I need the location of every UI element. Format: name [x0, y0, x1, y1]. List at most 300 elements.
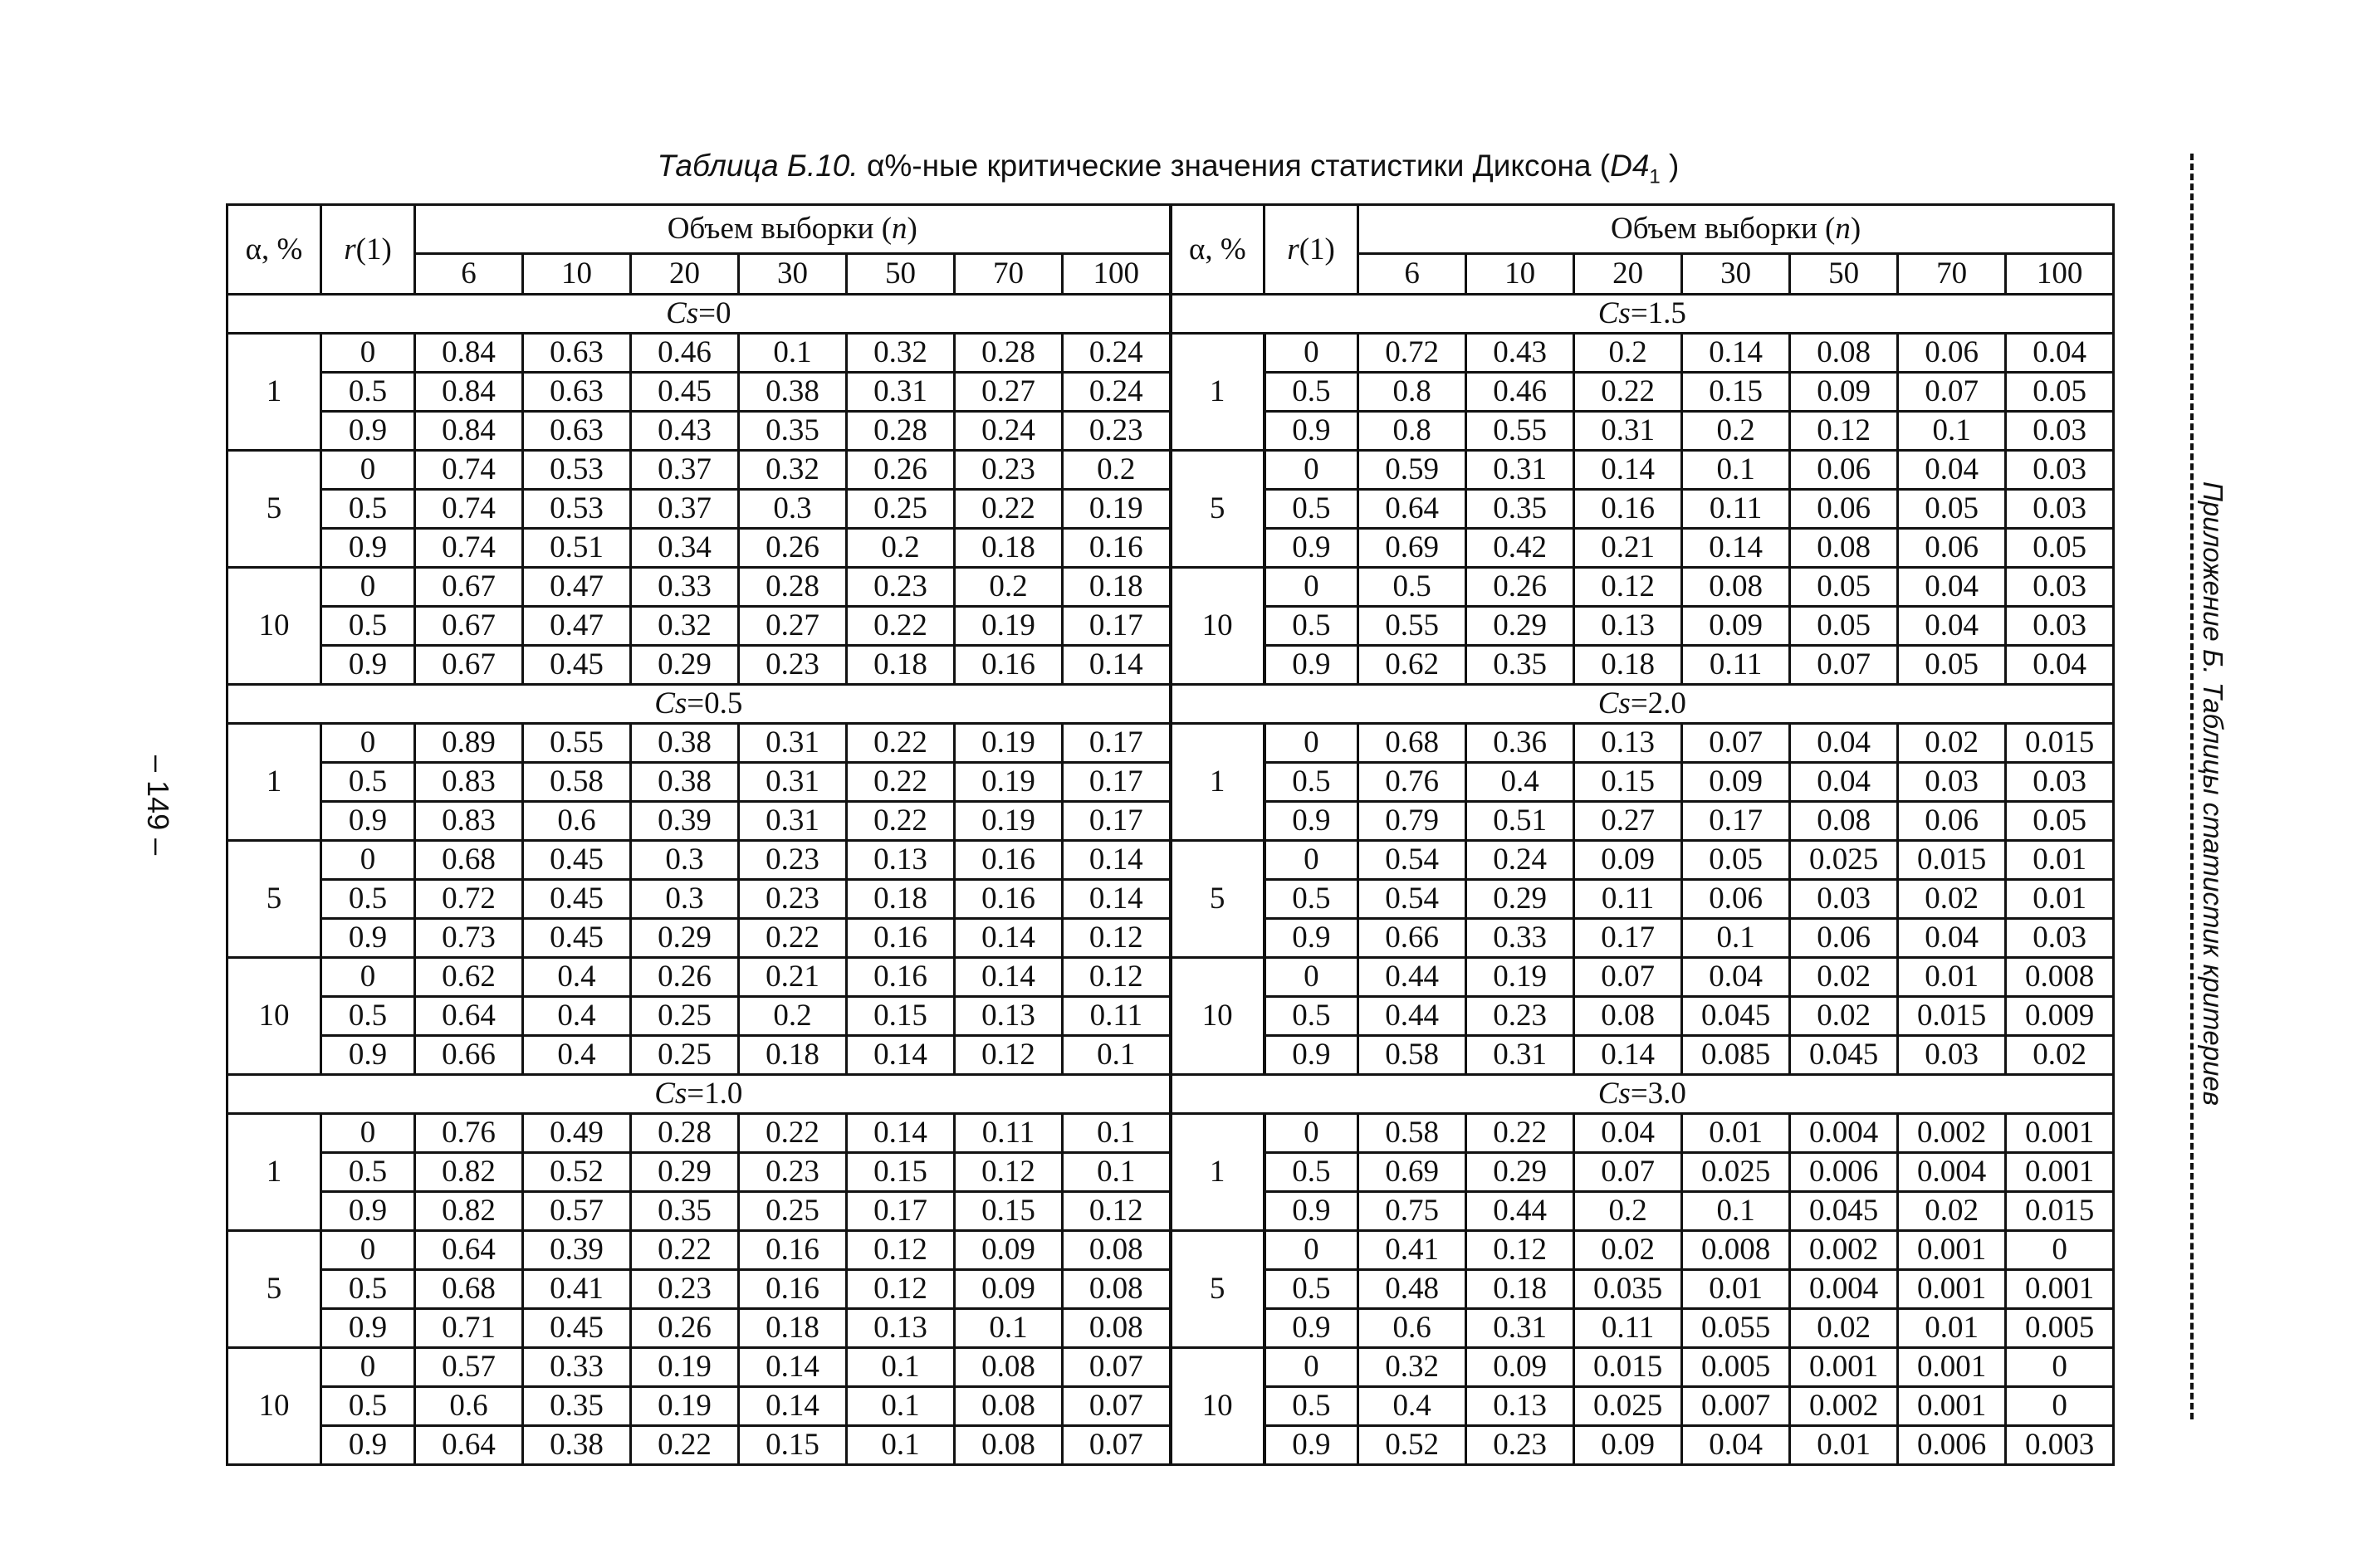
value-cell: 0.06 — [1898, 529, 2006, 568]
value-cell: 0.03 — [1898, 1036, 2006, 1075]
value-cell: 0.12 — [1574, 568, 1682, 607]
value-cell: 0.51 — [1466, 802, 1574, 841]
value-cell: 0.3 — [739, 490, 847, 529]
value-cell: 0.39 — [523, 1231, 631, 1270]
value-cell: 0.31 — [739, 763, 847, 802]
value-cell: 0.09 — [955, 1270, 1063, 1309]
value-cell: 0.045 — [1682, 997, 1790, 1036]
value-cell: 0.06 — [1790, 451, 1898, 490]
value-cell: 0.005 — [2006, 1309, 2114, 1348]
value-cell: 0.12 — [847, 1270, 955, 1309]
value-cell: 0.16 — [739, 1231, 847, 1270]
value-cell: 0.17 — [1063, 802, 1171, 841]
value-cell: 0.68 — [1358, 724, 1466, 763]
value-cell: 0.002 — [1898, 1114, 2006, 1153]
alpha-cell: 1 — [227, 724, 321, 841]
value-cell: 0.52 — [523, 1153, 631, 1192]
value-cell: 0.26 — [1466, 568, 1574, 607]
value-cell: 0.14 — [847, 1036, 955, 1075]
caption-lead: Таблица Б.10. — [657, 149, 859, 183]
alpha-cell: 5 — [227, 451, 321, 568]
value-cell: 0.62 — [1358, 646, 1466, 685]
sample-size-header: 50 — [1790, 254, 1898, 295]
value-cell: 0.33 — [1466, 919, 1574, 958]
value-cell: 0.004 — [1790, 1270, 1898, 1309]
dixon-critical-values-table — [226, 203, 2115, 1466]
value-cell: 0.82 — [415, 1153, 523, 1192]
value-cell: 0.48 — [1358, 1270, 1466, 1309]
value-cell: 0.008 — [1682, 1231, 1790, 1270]
value-cell: 0.03 — [1898, 763, 2006, 802]
alpha-header: α, % — [227, 205, 321, 295]
value-cell: 0.29 — [1466, 1153, 1574, 1192]
alpha-cell: 1 — [1171, 724, 1265, 841]
value-cell: 0.09 — [1682, 763, 1790, 802]
table-row — [227, 763, 2114, 802]
value-cell: 0.16 — [1574, 490, 1682, 529]
cs-label — [1171, 295, 2114, 334]
value-cell: 0.66 — [415, 1036, 523, 1075]
value-cell: 0.33 — [631, 568, 739, 607]
sample-size-header: 10 — [523, 254, 631, 295]
value-cell: 0.45 — [523, 646, 631, 685]
r1-cell: 0 — [1265, 1231, 1358, 1270]
value-cell: 0.06 — [1790, 490, 1898, 529]
value-cell: 0.15 — [1574, 763, 1682, 802]
value-cell: 0.1 — [1682, 451, 1790, 490]
value-cell: 0.15 — [1682, 373, 1790, 412]
value-cell: 0.12 — [1466, 1231, 1574, 1270]
value-cell: 0.37 — [631, 490, 739, 529]
r1-cell: 0.9 — [321, 1192, 415, 1231]
value-cell: 0.03 — [2006, 763, 2114, 802]
value-cell: 0.17 — [1063, 763, 1171, 802]
value-cell: 0.27 — [739, 607, 847, 646]
r1-cell: 0.5 — [1265, 880, 1358, 919]
value-cell: 0.055 — [1682, 1309, 1790, 1348]
value-cell: 0.31 — [1466, 451, 1574, 490]
value-cell: 0.37 — [631, 451, 739, 490]
table-row — [227, 1387, 2114, 1426]
caption-subscript: 1 — [1649, 165, 1661, 188]
value-cell: 0.015 — [2006, 1192, 2114, 1231]
value-cell: 0.19 — [955, 607, 1063, 646]
page-number: – 149 – — [141, 755, 175, 856]
table-row — [227, 1270, 2114, 1309]
value-cell: 0.02 — [1790, 1309, 1898, 1348]
value-cell: 0.08 — [1063, 1309, 1171, 1348]
sample-volume-close: ) — [907, 212, 917, 246]
value-cell: 0.15 — [739, 1426, 847, 1465]
value-cell: 0.001 — [1898, 1348, 2006, 1387]
value-cell: 0.63 — [523, 373, 631, 412]
value-cell: 0.24 — [955, 412, 1063, 451]
table-row — [227, 802, 2114, 841]
cs-value: =1.0 — [687, 1077, 743, 1111]
value-cell: 0.045 — [1790, 1036, 1898, 1075]
r1-cell: 0.5 — [321, 763, 415, 802]
value-cell: 0.25 — [847, 490, 955, 529]
value-cell: 0.12 — [847, 1231, 955, 1270]
value-cell: 0.2 — [1682, 412, 1790, 451]
value-cell: 0.76 — [415, 1114, 523, 1153]
value-cell: 0.31 — [1466, 1036, 1574, 1075]
value-cell: 0.05 — [1898, 490, 2006, 529]
value-cell: 0.22 — [847, 724, 955, 763]
caption-close: ) — [1660, 149, 1680, 183]
r1-cell: 0 — [1265, 724, 1358, 763]
value-cell: 0.74 — [415, 451, 523, 490]
value-cell: 0.35 — [739, 412, 847, 451]
value-cell: 0.18 — [1063, 568, 1171, 607]
r1-cell: 0.9 — [1265, 919, 1358, 958]
value-cell: 0.31 — [739, 724, 847, 763]
value-cell: 0.39 — [631, 802, 739, 841]
value-cell: 0.18 — [1574, 646, 1682, 685]
value-cell: 0.16 — [739, 1270, 847, 1309]
value-cell: 0.03 — [1790, 880, 1898, 919]
value-cell: 0.55 — [523, 724, 631, 763]
value-cell: 0.03 — [2006, 568, 2114, 607]
value-cell: 0.15 — [955, 1192, 1063, 1231]
value-cell: 0.32 — [847, 334, 955, 373]
value-cell: 0.05 — [2006, 529, 2114, 568]
value-cell: 0.6 — [415, 1387, 523, 1426]
r1-cell: 0.5 — [321, 490, 415, 529]
value-cell: 0.007 — [1682, 1387, 1790, 1426]
value-cell: 0.04 — [1790, 724, 1898, 763]
value-cell: 0.24 — [1063, 373, 1171, 412]
sample-size-header: 6 — [1358, 254, 1466, 295]
value-cell: 0.22 — [631, 1231, 739, 1270]
value-cell: 0.43 — [631, 412, 739, 451]
r1-cell: 0.9 — [321, 1426, 415, 1465]
sample-size-header: 10 — [1466, 254, 1574, 295]
value-cell: 0.21 — [739, 958, 847, 997]
value-cell: 0.25 — [631, 1036, 739, 1075]
cs-symbol: Cs — [1597, 686, 1631, 720]
value-cell: 0.09 — [1790, 373, 1898, 412]
value-cell: 0.15 — [847, 997, 955, 1036]
value-cell: 0.07 — [1063, 1348, 1171, 1387]
value-cell: 0.001 — [1898, 1231, 2006, 1270]
value-cell: 0.23 — [739, 646, 847, 685]
alpha-cell: 5 — [1171, 451, 1265, 568]
value-cell: 0.09 — [1574, 1426, 1682, 1465]
value-cell: 0.6 — [523, 802, 631, 841]
value-cell: 0.14 — [955, 919, 1063, 958]
value-cell: 0.01 — [1898, 958, 2006, 997]
r1-header — [1265, 205, 1358, 295]
value-cell: 0.025 — [1682, 1153, 1790, 1192]
value-cell: 0.35 — [1466, 490, 1574, 529]
value-cell: 0.26 — [847, 451, 955, 490]
value-cell: 0.3 — [631, 841, 739, 880]
value-cell: 0.14 — [1063, 880, 1171, 919]
value-cell: 0.14 — [1574, 1036, 1682, 1075]
r1-header-var: r — [1287, 232, 1299, 266]
value-cell: 0.64 — [1358, 490, 1466, 529]
value-cell: 0.84 — [415, 334, 523, 373]
value-cell: 0.22 — [847, 763, 955, 802]
r1-cell: 0.5 — [321, 373, 415, 412]
value-cell: 0.76 — [1358, 763, 1466, 802]
alpha-cell: 1 — [1171, 1114, 1265, 1231]
r1-cell: 0.9 — [1265, 1192, 1358, 1231]
value-cell: 0.02 — [1790, 997, 1898, 1036]
r1-cell: 0 — [321, 451, 415, 490]
r1-cell: 0.9 — [321, 529, 415, 568]
value-cell: 0.69 — [1358, 1153, 1466, 1192]
alpha-cell: 1 — [227, 1114, 321, 1231]
value-cell: 0.04 — [1898, 568, 2006, 607]
value-cell: 0.31 — [1574, 412, 1682, 451]
value-cell: 0.008 — [2006, 958, 2114, 997]
margin-dashed-rule — [2190, 154, 2194, 1419]
sample-size-row — [227, 254, 2114, 295]
value-cell: 0.19 — [955, 802, 1063, 841]
sample-volume-close: ) — [1850, 212, 1861, 246]
value-cell: 0.09 — [1466, 1348, 1574, 1387]
value-cell: 0.45 — [523, 919, 631, 958]
value-cell: 0.46 — [631, 334, 739, 373]
value-cell: 0.19 — [955, 763, 1063, 802]
table-row — [227, 412, 2114, 451]
alpha-cell: 10 — [227, 1348, 321, 1465]
value-cell: 0.63 — [523, 334, 631, 373]
value-cell: 0.14 — [847, 1114, 955, 1153]
value-cell: 0.44 — [1466, 1192, 1574, 1231]
value-cell: 0.18 — [955, 529, 1063, 568]
value-cell: 0.11 — [1574, 1309, 1682, 1348]
value-cell: 0.04 — [1574, 1114, 1682, 1153]
header-row — [227, 205, 2114, 254]
value-cell: 0.29 — [631, 1153, 739, 1192]
cs-symbol: Cs — [1597, 1077, 1631, 1111]
value-cell: 0.23 — [1466, 997, 1574, 1036]
value-cell: 0.44 — [1358, 958, 1466, 997]
value-cell: 0.22 — [847, 802, 955, 841]
r1-cell: 0 — [1265, 841, 1358, 880]
value-cell: 0.75 — [1358, 1192, 1466, 1231]
r1-cell: 0.5 — [1265, 1387, 1358, 1426]
value-cell: 0.54 — [1358, 880, 1466, 919]
value-cell: 0.74 — [415, 529, 523, 568]
value-cell: 0.29 — [631, 919, 739, 958]
value-cell: 0.18 — [1466, 1270, 1574, 1309]
cs-value: =3.0 — [1630, 1077, 1686, 1111]
value-cell: 0.4 — [523, 997, 631, 1036]
table-row — [227, 334, 2114, 373]
r1-cell: 0.9 — [1265, 1426, 1358, 1465]
value-cell: 0.41 — [523, 1270, 631, 1309]
value-cell: 0.004 — [1790, 1114, 1898, 1153]
value-cell: 0.04 — [1898, 919, 2006, 958]
value-cell: 0.38 — [739, 373, 847, 412]
r1-cell: 0 — [1265, 1348, 1358, 1387]
value-cell: 0.06 — [1898, 334, 2006, 373]
value-cell: 0.64 — [415, 997, 523, 1036]
value-cell: 0.29 — [1466, 607, 1574, 646]
value-cell: 0.63 — [523, 412, 631, 451]
running-side-title: Приложение Б. Таблицы статистик критериев — [2198, 481, 2228, 1106]
value-cell: 0.03 — [2006, 451, 2114, 490]
r1-cell: 0.5 — [1265, 373, 1358, 412]
value-cell: 0.11 — [1682, 490, 1790, 529]
value-cell: 0.38 — [631, 724, 739, 763]
value-cell: 0 — [2006, 1387, 2114, 1426]
table-row — [227, 1153, 2114, 1192]
value-cell: 0.006 — [1790, 1153, 1898, 1192]
value-cell: 0.003 — [2006, 1426, 2114, 1465]
value-cell: 0.17 — [1063, 724, 1171, 763]
value-cell: 0.69 — [1358, 529, 1466, 568]
r1-cell: 0.5 — [1265, 997, 1358, 1036]
value-cell: 0.26 — [739, 529, 847, 568]
value-cell: 0.009 — [2006, 997, 2114, 1036]
value-cell: 0.002 — [1790, 1231, 1898, 1270]
r1-cell: 0.5 — [1265, 490, 1358, 529]
value-cell: 0.13 — [1466, 1387, 1574, 1426]
cs-value: =0 — [698, 296, 731, 330]
value-cell: 0.06 — [1790, 919, 1898, 958]
value-cell: 0.17 — [847, 1192, 955, 1231]
value-cell: 0.44 — [1358, 997, 1466, 1036]
r1-cell: 0.5 — [1265, 607, 1358, 646]
table-row — [227, 490, 2114, 529]
r1-cell: 0 — [321, 841, 415, 880]
value-cell: 0.79 — [1358, 802, 1466, 841]
cs-label — [1171, 1075, 2114, 1114]
value-cell: 0.21 — [1574, 529, 1682, 568]
value-cell: 0.28 — [847, 412, 955, 451]
value-cell: 0.24 — [1466, 841, 1574, 880]
value-cell: 0.14 — [955, 958, 1063, 997]
value-cell: 0.19 — [955, 724, 1063, 763]
cs-symbol: Cs — [654, 686, 687, 720]
value-cell: 0.025 — [1790, 841, 1898, 880]
value-cell: 0.05 — [2006, 802, 2114, 841]
table-caption — [226, 141, 2111, 191]
table-row — [227, 1036, 2114, 1075]
value-cell: 0.1 — [847, 1426, 955, 1465]
value-cell: 0.085 — [1682, 1036, 1790, 1075]
value-cell: 0.07 — [1574, 1153, 1682, 1192]
value-cell: 0.36 — [1466, 724, 1574, 763]
value-cell: 0.47 — [523, 568, 631, 607]
value-cell: 0.12 — [955, 1036, 1063, 1075]
r1-cell: 0.5 — [321, 880, 415, 919]
value-cell: 0.1 — [847, 1348, 955, 1387]
value-cell: 0.07 — [1790, 646, 1898, 685]
value-cell: 0.07 — [1063, 1426, 1171, 1465]
value-cell: 0.47 — [523, 607, 631, 646]
sample-size-header: 70 — [1898, 254, 2006, 295]
value-cell: 0.29 — [1466, 880, 1574, 919]
value-cell: 0.025 — [1574, 1387, 1682, 1426]
value-cell: 0.12 — [1063, 1192, 1171, 1231]
r1-cell: 0.5 — [1265, 1153, 1358, 1192]
value-cell: 0.12 — [1790, 412, 1898, 451]
r1-cell: 0.9 — [1265, 412, 1358, 451]
table-row — [227, 841, 2114, 880]
value-cell: 0.004 — [1898, 1153, 2006, 1192]
table-row — [227, 646, 2114, 685]
r1-cell: 0 — [321, 958, 415, 997]
value-cell: 0.12 — [1063, 919, 1171, 958]
value-cell: 0.05 — [1790, 568, 1898, 607]
value-cell: 0.23 — [955, 451, 1063, 490]
value-cell: 0.59 — [1358, 451, 1466, 490]
value-cell: 0.28 — [955, 334, 1063, 373]
value-cell: 0.01 — [2006, 841, 2114, 880]
value-cell: 0.04 — [1898, 451, 2006, 490]
table-row — [227, 568, 2114, 607]
value-cell: 0.4 — [523, 958, 631, 997]
value-cell: 0.09 — [955, 1231, 1063, 1270]
value-cell: 0.68 — [415, 841, 523, 880]
value-cell: 0.19 — [1063, 490, 1171, 529]
sample-size-header: 20 — [631, 254, 739, 295]
value-cell: 0.03 — [2006, 412, 2114, 451]
table-row — [227, 1348, 2114, 1387]
value-cell: 0.01 — [1898, 1309, 2006, 1348]
sample-size-header: 30 — [739, 254, 847, 295]
value-cell: 0.01 — [1682, 1114, 1790, 1153]
value-cell: 0.19 — [631, 1348, 739, 1387]
sample-size-header: 70 — [955, 254, 1063, 295]
table-row — [227, 451, 2114, 490]
cs-symbol: Cs — [1597, 296, 1631, 330]
cs-label — [227, 685, 1171, 724]
value-cell: 0.01 — [1682, 1270, 1790, 1309]
value-cell: 0.02 — [1898, 1192, 2006, 1231]
value-cell: 0.1 — [739, 334, 847, 373]
value-cell: 0.14 — [1574, 451, 1682, 490]
value-cell: 0.46 — [1466, 373, 1574, 412]
value-cell: 0.3 — [631, 880, 739, 919]
value-cell: 0.01 — [1790, 1426, 1898, 1465]
value-cell: 0.11 — [1063, 997, 1171, 1036]
value-cell: 0.8 — [1358, 412, 1466, 451]
value-cell: 0.45 — [523, 841, 631, 880]
table-row — [227, 607, 2114, 646]
value-cell: 0.05 — [1898, 646, 2006, 685]
sample-size-header: 50 — [847, 254, 955, 295]
value-cell: 0.2 — [955, 568, 1063, 607]
value-cell: 0.07 — [1898, 373, 2006, 412]
value-cell: 0.1 — [1898, 412, 2006, 451]
value-cell: 0.41 — [1358, 1231, 1466, 1270]
value-cell: 0.09 — [1574, 841, 1682, 880]
r1-cell: 0.5 — [321, 607, 415, 646]
value-cell: 0.02 — [1898, 724, 2006, 763]
value-cell: 0.16 — [1063, 529, 1171, 568]
value-cell: 0.22 — [739, 919, 847, 958]
value-cell: 0.64 — [415, 1426, 523, 1465]
value-cell: 0.84 — [415, 373, 523, 412]
r1-cell: 0.5 — [321, 1153, 415, 1192]
value-cell: 0.08 — [1790, 334, 1898, 373]
alpha-cell: 10 — [1171, 568, 1265, 685]
value-cell: 0.28 — [631, 1114, 739, 1153]
value-cell: 0.07 — [1063, 1387, 1171, 1426]
value-cell: 0.08 — [1790, 529, 1898, 568]
value-cell: 0.42 — [1466, 529, 1574, 568]
table-row — [227, 919, 2114, 958]
value-cell: 0.45 — [631, 373, 739, 412]
value-cell: 0.015 — [1898, 841, 2006, 880]
